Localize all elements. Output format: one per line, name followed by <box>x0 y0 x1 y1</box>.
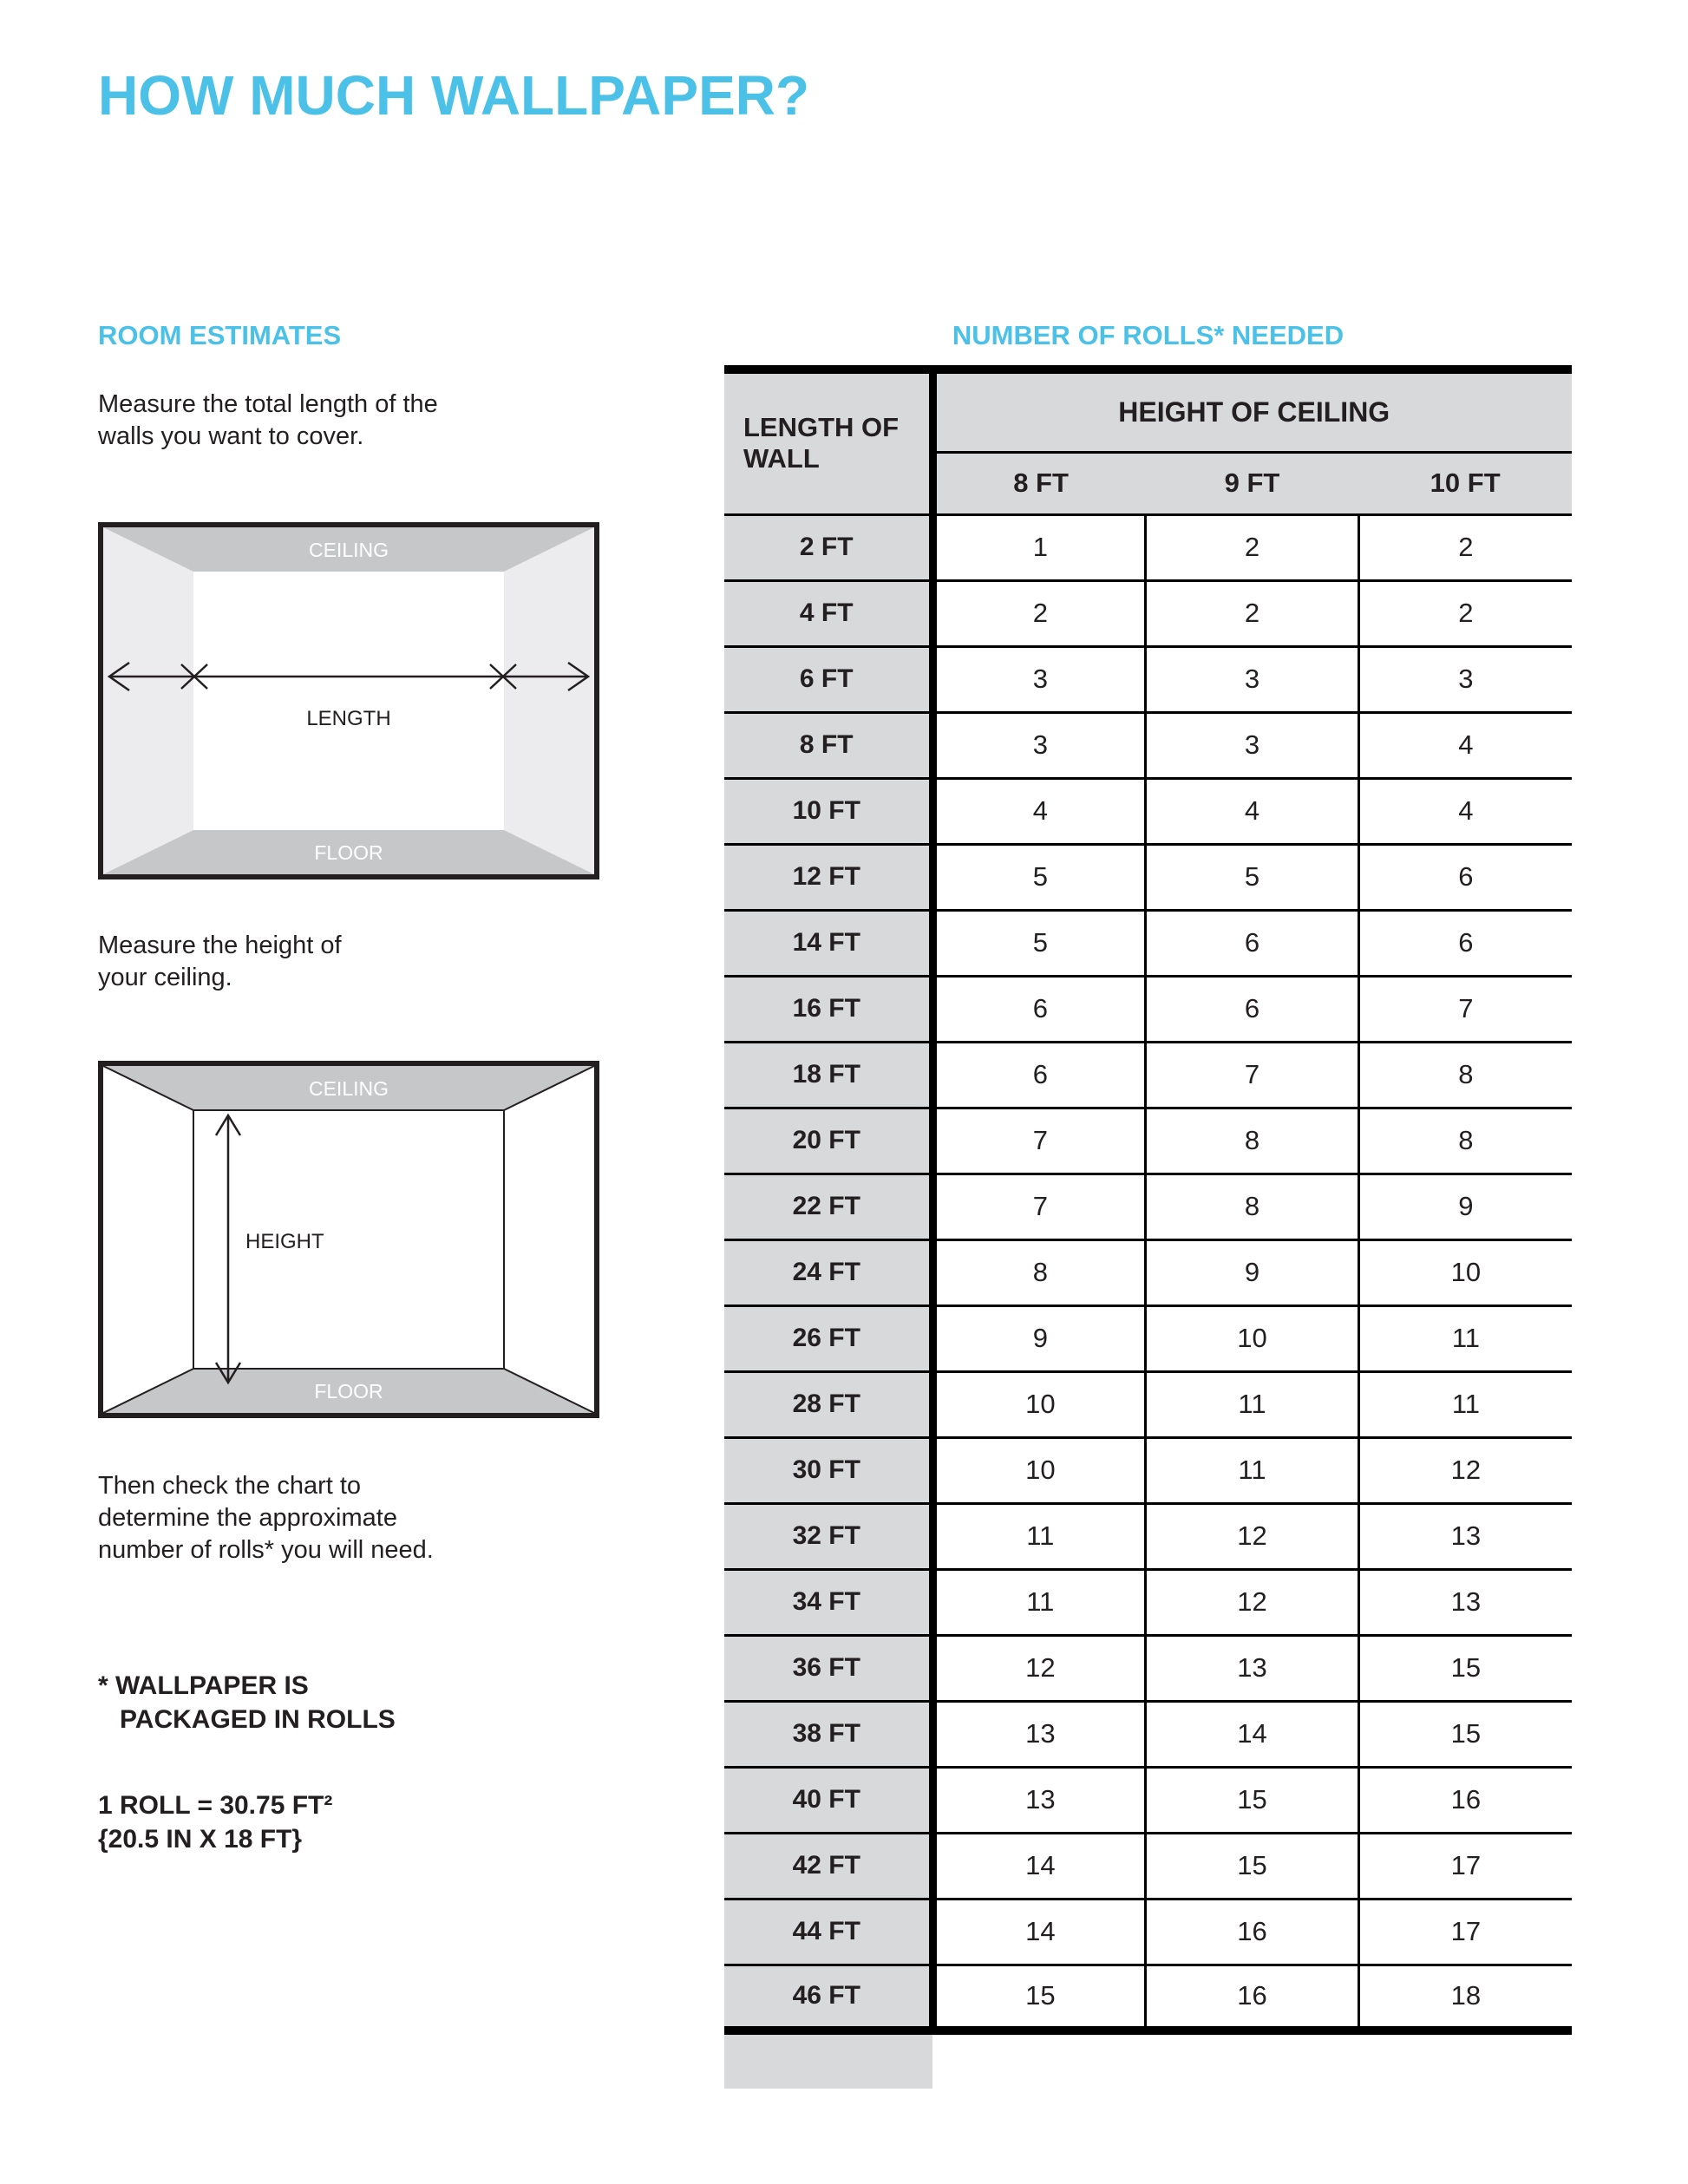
rolls-value-cell-9ft: 11 <box>1146 1371 1359 1437</box>
rolls-value-cell-10ft: 15 <box>1358 1701 1572 1767</box>
rolls-value-cell-9ft: 13 <box>1146 1635 1359 1701</box>
table-row <box>724 976 1572 1042</box>
ceiling-label: CEILING <box>308 1076 389 1100</box>
rolls-value-cell-8ft: 8 <box>932 1239 1146 1305</box>
wall-length-cell: 32 FT <box>724 1503 932 1569</box>
wall-length-cell: 18 FT <box>724 1042 932 1108</box>
rolls-value-cell-10ft: 18 <box>1358 1965 1572 2030</box>
rolls-value-cell-10ft: 17 <box>1358 1899 1572 1965</box>
wall-length-cell: 26 FT <box>724 1305 932 1371</box>
footnote-line-2: PACKAGED IN ROLLS <box>120 1704 396 1734</box>
rolls-value-cell-9ft: 12 <box>1146 1503 1359 1569</box>
table-row <box>724 1305 1572 1371</box>
rolls-value-cell-10ft: 13 <box>1358 1569 1572 1635</box>
rolls-value-cell-8ft: 1 <box>932 514 1146 580</box>
rolls-value-cell-9ft: 10 <box>1146 1305 1359 1371</box>
table-row <box>724 778 1572 844</box>
table-row <box>724 1437 1572 1503</box>
rolls-value-cell-10ft: 4 <box>1358 712 1572 778</box>
rolls-value-cell-10ft: 10 <box>1358 1239 1572 1305</box>
rolls-value-cell-10ft: 11 <box>1358 1305 1572 1371</box>
wall-length-cell: 16 FT <box>724 976 932 1042</box>
col-header-9ft: 9 FT <box>1146 452 1359 514</box>
wall-length-cell: 24 FT <box>724 1239 932 1305</box>
table-row <box>724 1701 1572 1767</box>
rolls-value-cell-8ft: 5 <box>932 910 1146 976</box>
instruction-check-chart: Then check the chart to determine the approximate number of rolls* you will need. <box>98 1471 434 1564</box>
rolls-value-cell-9ft: 8 <box>1146 1108 1359 1174</box>
rolls-value-cell-10ft: 8 <box>1358 1108 1572 1174</box>
table-row <box>724 1767 1572 1833</box>
wall-length-cell: 38 FT <box>724 1701 932 1767</box>
rolls-table <box>724 365 1572 2035</box>
rolls-value-cell-8ft: 14 <box>932 1899 1146 1965</box>
rolls-value-cell-8ft: 10 <box>932 1371 1146 1437</box>
rolls-value-cell-9ft: 6 <box>1146 976 1359 1042</box>
rolls-value-cell-10ft: 6 <box>1358 910 1572 976</box>
rolls-value-cell-9ft: 3 <box>1146 712 1359 778</box>
rolls-value-cell-9ft: 2 <box>1146 514 1359 580</box>
footnote-line-1: * WALLPAPER IS <box>98 1671 309 1700</box>
rolls-value-cell-8ft: 11 <box>932 1569 1146 1635</box>
wall-length-cell: 44 FT <box>724 1899 932 1965</box>
wall-length-cell: 42 FT <box>724 1833 932 1899</box>
wall-length-cell: 10 FT <box>724 778 932 844</box>
rolls-value-cell-9ft: 3 <box>1146 646 1359 712</box>
table-row <box>724 1899 1572 1965</box>
back-wall <box>193 1110 504 1369</box>
wall-length-cell: 6 FT <box>724 646 932 712</box>
rolls-needed-heading: NUMBER OF ROLLS* NEEDED <box>952 320 1345 350</box>
col-header-10ft: 10 FT <box>1358 452 1572 514</box>
wall-length-cell: 12 FT <box>724 844 932 910</box>
rolls-value-cell-9ft: 14 <box>1146 1701 1359 1767</box>
height-diagram <box>98 1061 599 1418</box>
wall-length-cell: 20 FT <box>724 1108 932 1174</box>
table-row <box>724 514 1572 580</box>
roll-size-line-2: {20.5 IN X 18 FT} <box>98 1824 303 1854</box>
rolls-table-section <box>724 321 1572 2089</box>
rolls-value-cell-10ft: 4 <box>1358 778 1572 844</box>
rolls-value-cell-10ft: 16 <box>1358 1767 1572 1833</box>
rolls-value-cell-9ft: 6 <box>1146 910 1359 976</box>
table-row <box>724 1503 1572 1569</box>
rolls-value-cell-8ft: 7 <box>932 1108 1146 1174</box>
rolls-value-cell-8ft: 2 <box>932 580 1146 646</box>
rolls-value-cell-10ft: 9 <box>1358 1174 1572 1239</box>
left-wall <box>103 527 193 874</box>
rolls-value-cell-8ft: 6 <box>932 1042 1146 1108</box>
rolls-value-cell-9ft: 5 <box>1146 844 1359 910</box>
rolls-value-cell-8ft: 13 <box>932 1701 1146 1767</box>
rolls-value-cell-10ft: 2 <box>1358 580 1572 646</box>
wall-length-cell: 4 FT <box>724 580 932 646</box>
rolls-value-cell-10ft: 11 <box>1358 1371 1572 1437</box>
wall-length-cell: 22 FT <box>724 1174 932 1239</box>
rolls-value-cell-8ft: 3 <box>932 646 1146 712</box>
rolls-value-cell-8ft: 10 <box>932 1437 1146 1503</box>
wall-length-cell: 34 FT <box>724 1569 932 1635</box>
rolls-value-cell-9ft: 16 <box>1146 1965 1359 2030</box>
rolls-table-head <box>724 369 1572 514</box>
wallpaper-rolls-footnote <box>98 1669 618 1736</box>
table-row <box>724 1239 1572 1305</box>
rolls-value-cell-9ft: 15 <box>1146 1833 1359 1899</box>
rolls-value-cell-9ft: 11 <box>1146 1437 1359 1503</box>
table-row <box>724 1833 1572 1899</box>
wall-length-cell: 30 FT <box>724 1437 932 1503</box>
rolls-value-cell-10ft: 8 <box>1358 1042 1572 1108</box>
group-header-row <box>724 369 1572 452</box>
page-title: HOW MUCH WALLPAPER? <box>98 64 810 127</box>
rolls-value-cell-10ft: 17 <box>1358 1833 1572 1899</box>
room-estimates-section <box>98 321 618 1856</box>
rolls-value-cell-8ft: 15 <box>932 1965 1146 2030</box>
table-row <box>724 1042 1572 1108</box>
content-columns <box>98 321 1688 2089</box>
rolls-value-cell-9ft: 4 <box>1146 778 1359 844</box>
rolls-value-cell-10ft: 3 <box>1358 646 1572 712</box>
length-of-wall-header: LENGTH OF WALL <box>724 369 932 514</box>
rolls-value-cell-9ft: 15 <box>1146 1767 1359 1833</box>
rolls-value-cell-9ft: 8 <box>1146 1174 1359 1239</box>
wall-length-cell: 28 FT <box>724 1371 932 1437</box>
floor-label: FLOOR <box>314 841 383 865</box>
back-wall <box>193 572 504 830</box>
rolls-value-cell-9ft: 12 <box>1146 1569 1359 1635</box>
height-label: HEIGHT <box>245 1229 324 1253</box>
table-row <box>724 910 1572 976</box>
rolls-value-cell-8ft: 11 <box>932 1503 1146 1569</box>
length-diagram <box>98 522 599 879</box>
table-row <box>724 1569 1572 1635</box>
wall-length-cell: 14 FT <box>724 910 932 976</box>
rolls-value-cell-10ft: 12 <box>1358 1437 1572 1503</box>
room-estimates-heading: ROOM ESTIMATES <box>98 320 342 350</box>
rolls-value-cell-8ft: 12 <box>932 1635 1146 1701</box>
wall-length-cell: 8 FT <box>724 712 932 778</box>
length-label: LENGTH <box>306 707 391 731</box>
roll-size-line-1: 1 ROLL = 30.75 FT² <box>98 1790 333 1820</box>
rolls-value-cell-10ft: 13 <box>1358 1503 1572 1569</box>
table-row <box>724 1174 1572 1239</box>
rolls-value-cell-10ft: 2 <box>1358 514 1572 580</box>
table-row <box>724 1371 1572 1437</box>
table-column-tail <box>724 2035 932 2089</box>
instruction-measure-length: Measure the total length of the walls you want to cover. <box>98 390 438 451</box>
rolls-value-cell-9ft: 16 <box>1146 1899 1359 1965</box>
table-row <box>724 844 1572 910</box>
rolls-value-cell-9ft: 7 <box>1146 1042 1359 1108</box>
wall-length-cell: 2 FT <box>724 514 932 580</box>
wall-length-cell: 36 FT <box>724 1635 932 1701</box>
instruction-measure-height: Measure the height of your ceiling. <box>98 932 342 992</box>
table-row <box>724 712 1572 778</box>
rolls-value-cell-9ft: 2 <box>1146 580 1359 646</box>
col-header-8ft: 8 FT <box>932 452 1146 514</box>
rolls-value-cell-8ft: 6 <box>932 976 1146 1042</box>
floor-label: FLOOR <box>314 1379 383 1403</box>
roll-size-note <box>98 1788 618 1856</box>
rolls-value-cell-8ft: 9 <box>932 1305 1146 1371</box>
rolls-value-cell-8ft: 4 <box>932 778 1146 844</box>
rolls-value-cell-10ft: 7 <box>1358 976 1572 1042</box>
rolls-value-cell-8ft: 5 <box>932 844 1146 910</box>
rolls-value-cell-8ft: 13 <box>932 1767 1146 1833</box>
table-row <box>724 1635 1572 1701</box>
table-row <box>724 580 1572 646</box>
rolls-value-cell-10ft: 15 <box>1358 1635 1572 1701</box>
height-of-ceiling-header: HEIGHT OF CEILING <box>932 369 1572 452</box>
wall-length-cell: 40 FT <box>724 1767 932 1833</box>
ceiling-label: CEILING <box>308 539 389 562</box>
table-row <box>724 1108 1572 1174</box>
rolls-value-cell-8ft: 14 <box>932 1833 1146 1899</box>
rolls-value-cell-8ft: 7 <box>932 1174 1146 1239</box>
rolls-value-cell-10ft: 6 <box>1358 844 1572 910</box>
rolls-table-body <box>724 514 1572 2030</box>
table-row <box>724 646 1572 712</box>
rolls-value-cell-8ft: 3 <box>932 712 1146 778</box>
wall-length-cell: 46 FT <box>724 1965 932 2030</box>
table-row <box>724 1965 1572 2030</box>
rolls-value-cell-9ft: 9 <box>1146 1239 1359 1305</box>
right-wall <box>504 527 594 874</box>
